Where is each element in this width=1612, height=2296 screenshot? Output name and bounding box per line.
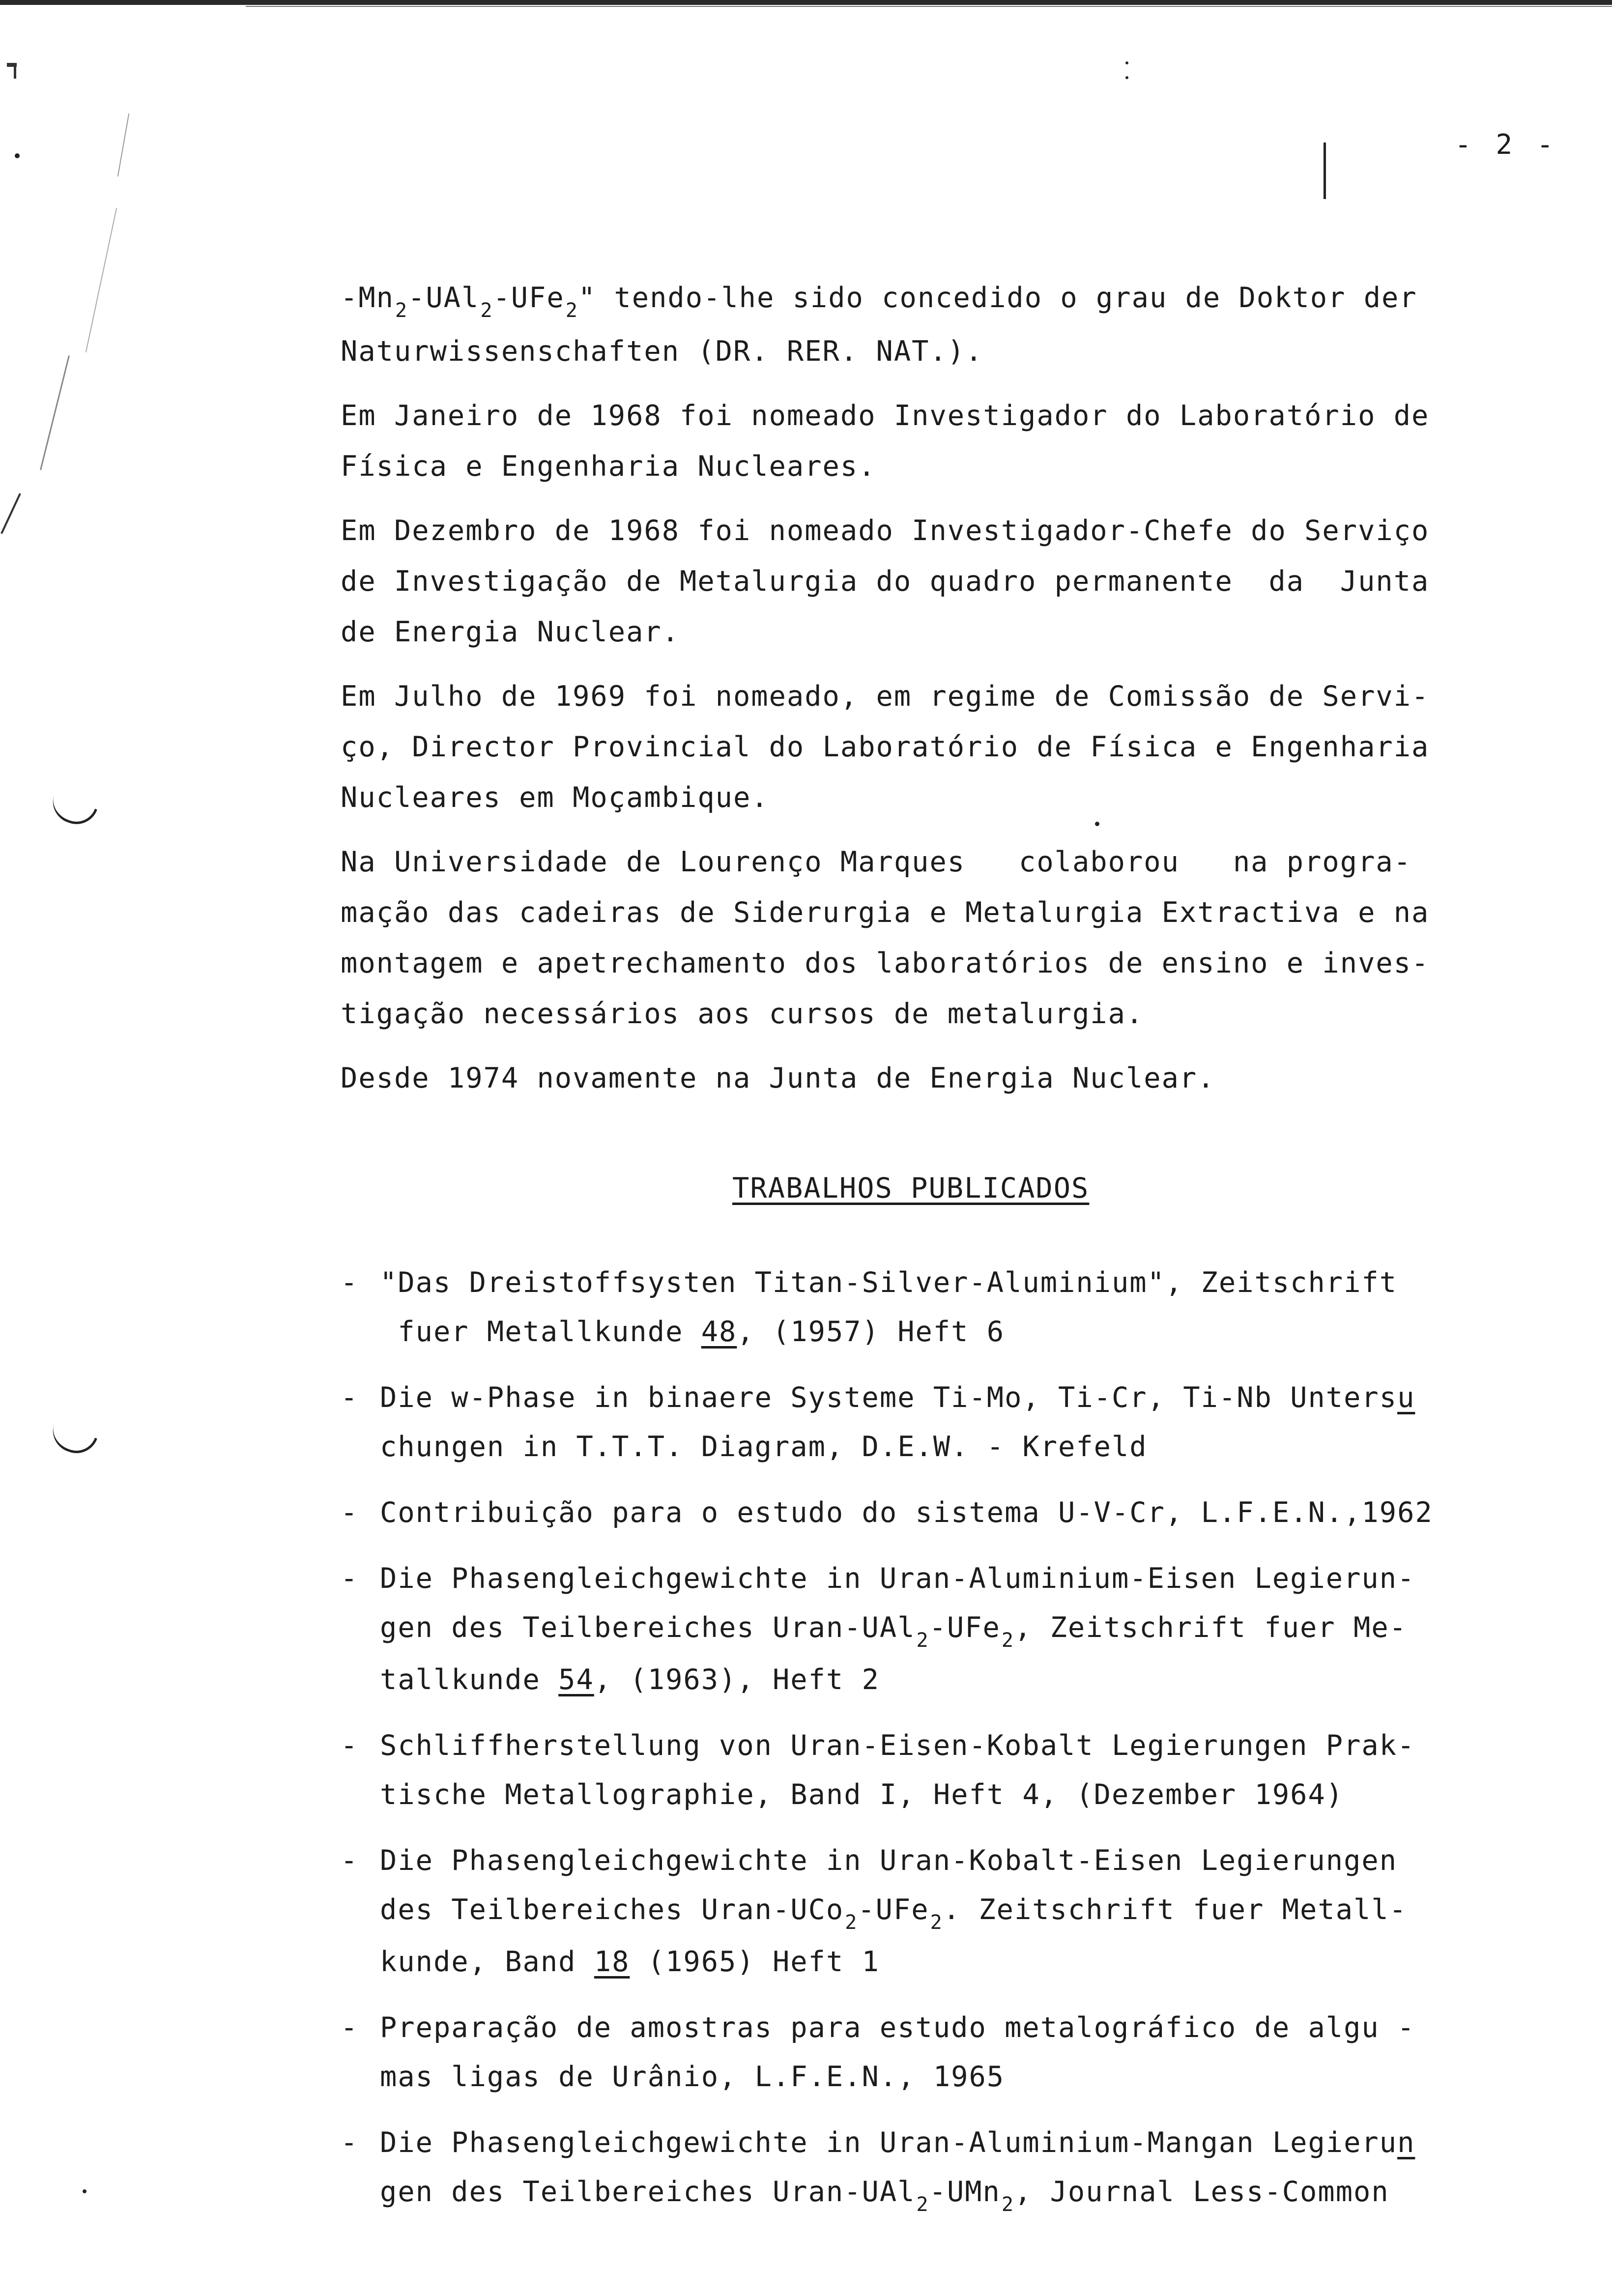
text-line — [341, 1053, 1542, 1104]
text-run: " tendo-lhe sido concedido o grau de Doktor der — [578, 282, 1417, 314]
subscript: 2 — [480, 299, 493, 322]
text-line — [341, 938, 1542, 989]
text-run: , Journal Less-Common — [1014, 2176, 1389, 2208]
text-line — [341, 556, 1542, 607]
scan-dot — [83, 2189, 86, 2193]
text-line — [341, 506, 1542, 556]
underlined-text: 48 — [701, 1316, 737, 1348]
text-run: Die Phasengleichgewichte in Uran-Aluminium-Mangan Legieru — [380, 2126, 1398, 2159]
text-run: mas ligas de Urânio, L.F.E.N., 1965 — [380, 2061, 1005, 2093]
list-dash: - — [341, 1729, 359, 1762]
text-run: . Zeitschrift fuer Metall- — [943, 1894, 1407, 1926]
scan-dot — [15, 153, 20, 158]
underlined-text: u — [1397, 1381, 1415, 1414]
text-run: Naturwissenschaften (DR. RER. NAT.). — [341, 335, 983, 368]
section-heading: TRABALHOS PUBLICADOS — [732, 1172, 1090, 1205]
text-run: tigação necessários aos cursos de metalurgia. — [341, 998, 1144, 1030]
scan-mark — [0, 493, 21, 534]
subscript: 2 — [930, 1911, 943, 1934]
text-run: Nucleares em Moçambique. — [341, 781, 769, 814]
publication-entry — [341, 1488, 1554, 1537]
subscript: 2 — [845, 1911, 858, 1934]
text-run: tische Metallographie, Band I, Heft 4, (Dezember 1964) — [380, 1779, 1344, 1811]
list-dash: - — [341, 1381, 359, 1414]
text-run: Desde 1974 novamente na Junta de Energia Nuclear. — [341, 1062, 1215, 1094]
text-run: kunde, Band — [380, 1946, 594, 1978]
text-line — [341, 607, 1542, 658]
text-run: , Zeitschrift fuer Me- — [1014, 1611, 1407, 1644]
text-line — [380, 1603, 1554, 1655]
subscript: 2 — [395, 299, 408, 322]
text-line — [380, 1554, 1554, 1603]
text-run: Contribuição para o estudo do sistema U-V-Cr, L.F.E.N.,1962 — [380, 1496, 1433, 1529]
text-line — [341, 391, 1542, 441]
text-line — [341, 671, 1542, 722]
subscript: 2 — [565, 299, 578, 322]
text-run: Die w-Phase in binaere Systeme Ti-Mo, Ti-Cr, Ti-Nb Unters — [380, 1381, 1398, 1414]
scan-dot — [1125, 61, 1128, 64]
underlined-text: 18 — [594, 1946, 630, 1978]
publications-list — [341, 1258, 1554, 2236]
text-line — [341, 888, 1542, 938]
underlined-text: n — [1397, 2126, 1415, 2159]
text-run: gen des Teilbereiches Uran-UAl — [380, 2176, 916, 2208]
text-line — [380, 1307, 1554, 1356]
scan-curve-mark — [47, 794, 97, 830]
text-run: -UAl — [408, 282, 480, 314]
text-line — [380, 1655, 1554, 1704]
text-line — [380, 1422, 1554, 1471]
list-dash: - — [341, 1496, 359, 1529]
scan-mark — [86, 208, 117, 352]
text-line — [380, 2052, 1554, 2101]
text-run: -UMn — [929, 2176, 1001, 2208]
text-run: Schliffherstellung von Uran-Eisen-Kobalt Legierungen Prak- — [380, 1729, 1415, 1762]
publication-entry — [341, 1721, 1554, 1819]
list-dash: - — [341, 1266, 359, 1299]
publication-entry — [341, 1373, 1554, 1471]
publication-entry — [341, 1836, 1554, 1986]
text-run: de Investigação de Metalurgia do quadro permanente da Junta — [341, 565, 1430, 598]
paragraph — [341, 391, 1542, 492]
text-run: (1965) Heft 1 — [630, 1946, 880, 1978]
subscript: 2 — [916, 2193, 929, 2216]
text-run: chungen in T.T.T. Diagram, D.E.W. - Krefeld — [380, 1431, 1148, 1463]
underlined-text: 54 — [558, 1664, 594, 1696]
scan-mark — [117, 114, 130, 176]
text-line — [380, 1937, 1554, 1986]
text-line — [341, 773, 1542, 823]
top-border-rule — [0, 0, 1612, 5]
text-run: Em Julho de 1969 foi nomeado, em regime de Comissão de Servi- — [341, 680, 1430, 713]
text-run: montagem e apetrechamento dos laboratórios de ensino e inves- — [341, 947, 1430, 979]
text-run: , (1957) Heft 6 — [737, 1316, 1005, 1348]
text-run: tallkunde — [380, 1664, 559, 1696]
text-line — [341, 722, 1542, 773]
text-run: -UFe — [858, 1894, 929, 1926]
paragraph — [341, 837, 1542, 1039]
text-run: -UFe — [929, 1611, 1001, 1644]
scan-mark — [14, 67, 16, 79]
text-line — [341, 837, 1542, 888]
text-line — [380, 2118, 1554, 2167]
paragraph — [341, 671, 1542, 823]
text-line — [380, 1373, 1554, 1422]
text-run: gen des Teilbereiches Uran-UAl — [380, 1611, 916, 1644]
page-number: - 2 - — [1455, 129, 1557, 161]
text-run: Na Universidade de Lourenço Marques colaborou na progra- — [341, 846, 1412, 878]
text-line — [380, 2003, 1554, 2052]
text-run: "Das Dreistoffsysten Titan-Silver-Aluminium", Zeitschrift — [380, 1266, 1398, 1299]
text-line — [341, 989, 1542, 1039]
publication-entry — [341, 2003, 1554, 2101]
list-dash: - — [341, 1844, 359, 1877]
text-line — [380, 1885, 1554, 1937]
text-line — [380, 1258, 1554, 1307]
text-line — [380, 1770, 1554, 1819]
text-line — [380, 1836, 1554, 1885]
text-run: ço, Director Provincial do Laboratório de Física e Engenharia — [341, 731, 1430, 763]
text-run: Física e Engenharia Nucleares. — [341, 450, 876, 483]
text-run: Em Dezembro de 1968 foi nomeado Investigador-Chefe do Serviço — [341, 515, 1430, 547]
text-line — [341, 441, 1542, 492]
text-run: mação das cadeiras de Siderurgia e Metalurgia Extractiva e na — [341, 896, 1430, 929]
scan-dot — [1125, 76, 1128, 79]
publication-entry — [341, 1554, 1554, 1704]
text-run: Em Janeiro de 1968 foi nomeado Investigador do Laboratório de — [341, 400, 1430, 432]
publication-entry — [341, 2118, 1554, 2219]
text-run: Die Phasengleichgewichte in Uran-Kobalt-Eisen Legierungen — [380, 1844, 1398, 1877]
paragraph — [341, 1053, 1542, 1104]
list-dash: - — [341, 2126, 359, 2159]
body-text — [341, 273, 1542, 1118]
text-run: de Energia Nuclear. — [341, 616, 680, 648]
list-dash: - — [341, 1562, 359, 1595]
text-run: -UFe — [493, 282, 565, 314]
subscript: 2 — [916, 1629, 929, 1652]
margin-mark — [1324, 143, 1326, 199]
text-line — [341, 326, 1542, 377]
text-line — [380, 2167, 1554, 2219]
scan-mark — [7, 63, 17, 67]
text-line — [380, 1721, 1554, 1770]
text-run: -Mn — [341, 282, 394, 314]
subscript: 2 — [1001, 1629, 1014, 1652]
text-run: Die Phasengleichgewichte in Uran-Aluminium-Eisen Legierun- — [380, 1562, 1415, 1595]
text-line — [380, 1488, 1554, 1537]
text-run: fuer Metallkunde — [380, 1316, 701, 1348]
text-run: , (1963), Heft 2 — [594, 1664, 880, 1696]
paragraph — [341, 273, 1542, 377]
subscript: 2 — [1001, 2193, 1014, 2216]
publication-entry — [341, 1258, 1554, 1356]
scan-curve-mark — [47, 1423, 97, 1459]
list-dash: - — [341, 2011, 359, 2044]
paragraph — [341, 506, 1542, 658]
scan-mark — [40, 355, 70, 470]
top-border-rule-thin — [246, 6, 1612, 7]
text-line — [341, 273, 1542, 326]
text-run: des Teilbereiches Uran-UCo — [380, 1894, 844, 1926]
text-run: Preparação de amostras para estudo metalográfico de algu - — [380, 2011, 1415, 2044]
